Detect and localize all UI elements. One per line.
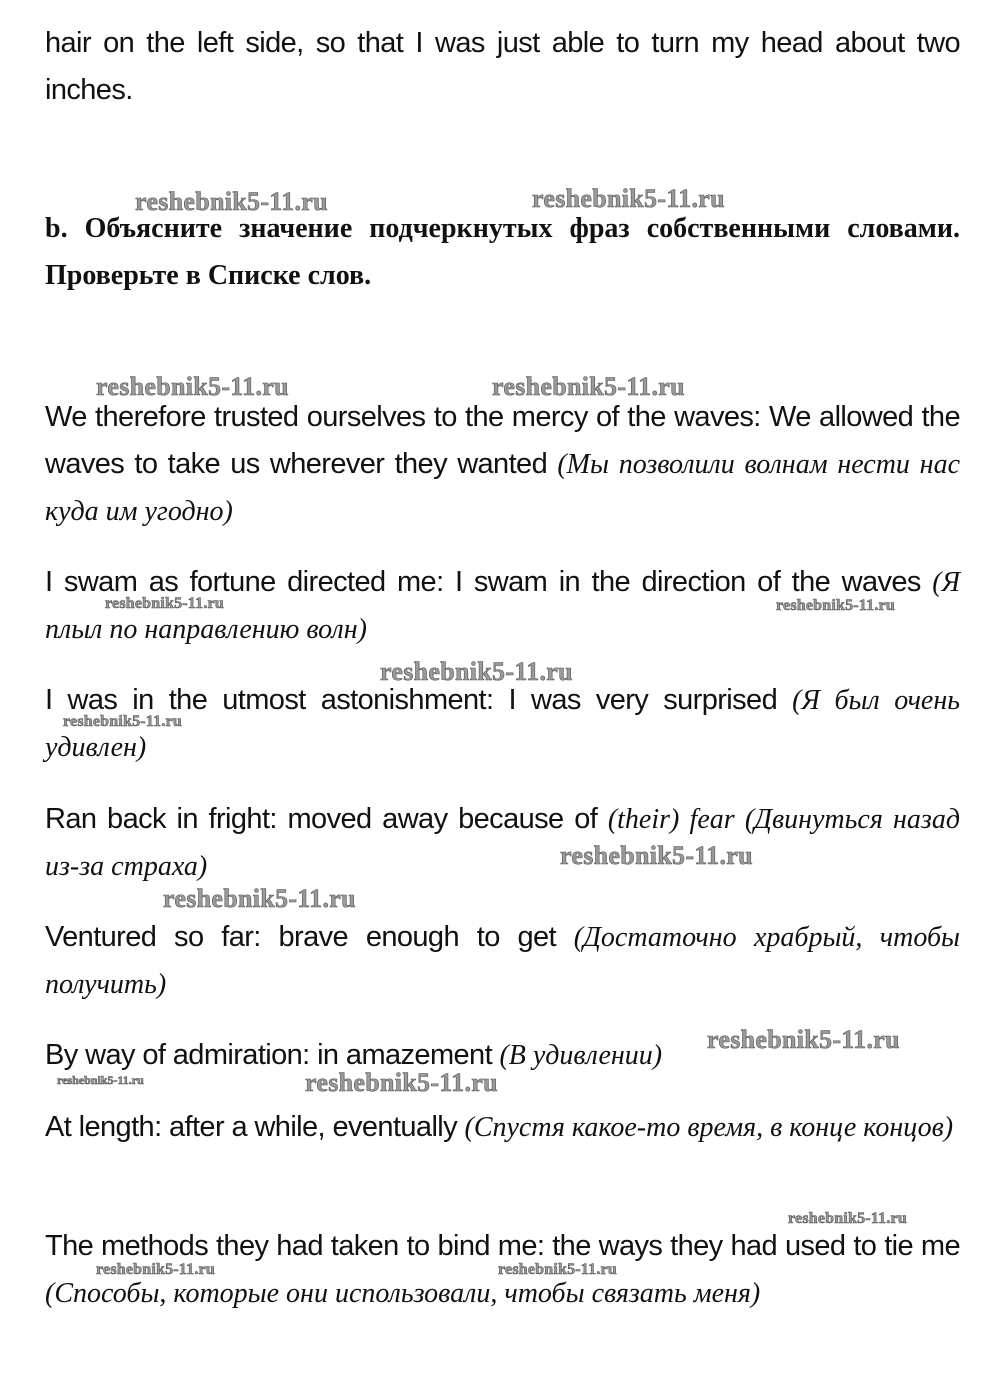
list-item: We therefore trusted ourselves to the mercy of the waves: We allowed the waves to take us wherever they wanted (Мы позволили волнам нести нас куда им угодно) — [45, 401, 960, 527]
list-item: The methods they had taken to bind me: the ways they had used to tie me (Способы, которые они использовали, чтобы связать меня) — [45, 1230, 960, 1309]
watermark: reshebnik5-11.ru — [560, 841, 753, 870]
watermark: reshebnik5-11.ru — [163, 884, 356, 913]
watermark: reshebnik5-11.ru — [135, 187, 328, 216]
list-item: Ran back in fright: moved away because of (their) fear (Двинуться назад из-за страха) — [45, 803, 960, 882]
watermark: reshebnik5-11.ru — [788, 1210, 907, 1227]
list-item: By way of admiration: in amazement (В удивлении) — [45, 1039, 663, 1071]
watermark: reshebnik5-11.ru — [492, 372, 685, 401]
watermark: reshebnik5-11.ru — [96, 1261, 215, 1278]
watermark: reshebnik5-11.ru — [380, 657, 573, 686]
list-item: Ventured so far: brave enough to get (Достаточно храбрый, чтобы получить) — [45, 921, 960, 1000]
watermark: reshebnik5-11.ru — [105, 595, 224, 612]
exercise-heading: b. Объясните значение подчеркнутых фраз собственными словами. Проверьте в Списке слов. — [45, 213, 960, 291]
watermark: reshebnik5-11.ru — [305, 1068, 498, 1097]
watermark: reshebnik5-11.ru — [532, 184, 725, 213]
watermark: reshebnik5-11.ru — [57, 1073, 144, 1087]
watermark: reshebnik5-11.ru — [776, 597, 895, 614]
watermark: reshebnik5-11.ru — [96, 372, 289, 401]
watermark: reshebnik5-11.ru — [498, 1261, 617, 1278]
list-item: I was in the utmost astonishment: I was very surprised (Я был очень удивлен) — [45, 684, 960, 763]
list-item: I swam as fortune directed me: I swam in the direction of the waves (Я плыл по направлению волн) — [45, 566, 960, 645]
list-item: At length: after a while, eventually (Спустя какое-то время, в конце концов) — [45, 1111, 954, 1143]
watermark: reshebnik5-11.ru — [63, 713, 182, 730]
watermark: reshebnik5-11.ru — [707, 1025, 900, 1054]
intro-paragraph: hair on the left side, so that I was just able to turn my head about two inches. — [45, 27, 960, 106]
